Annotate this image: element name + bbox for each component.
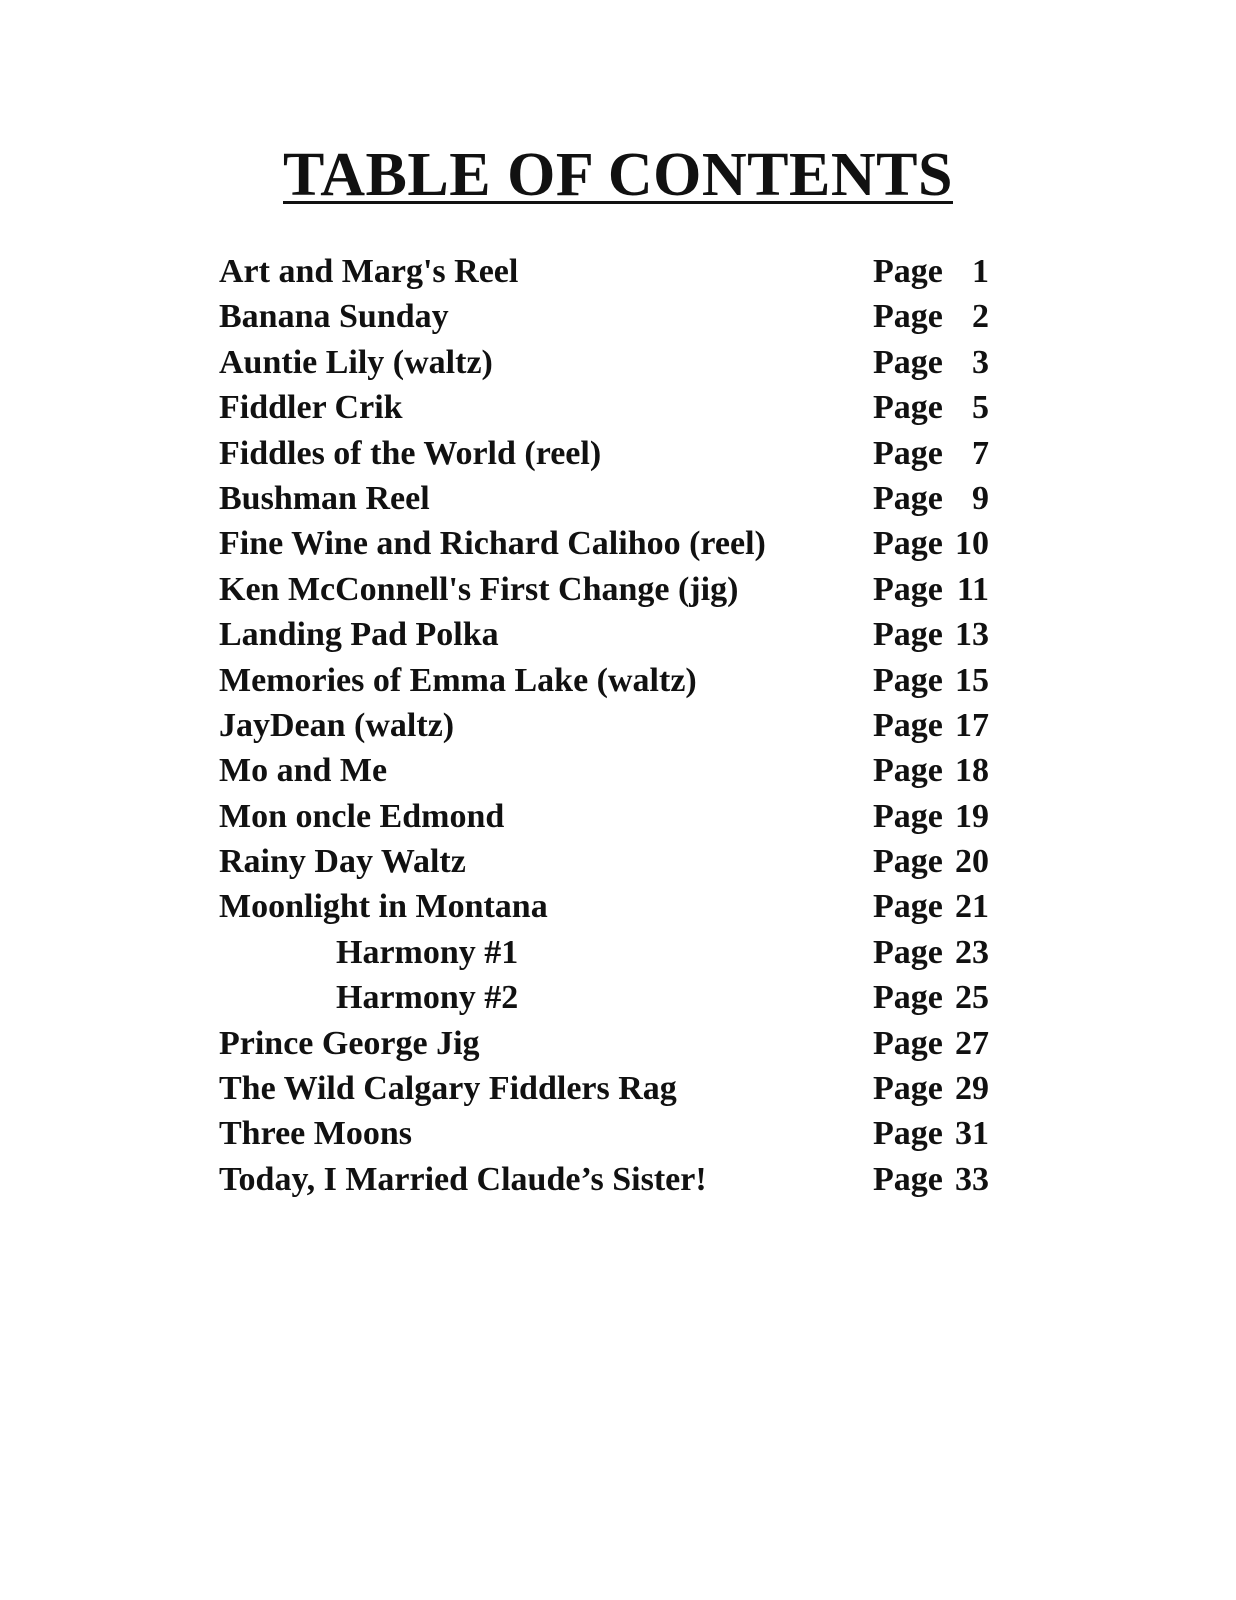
toc-entry-page-number: 10 (955, 525, 989, 563)
toc-entry-page-number: 25 (955, 979, 989, 1017)
toc-entry-page-label: Page (873, 1160, 943, 1198)
toc-entry (219, 431, 989, 476)
toc-entry-title: Art and Marg's Reel (219, 253, 519, 290)
toc-entry (219, 884, 989, 929)
toc-entry-page-number: 21 (955, 888, 989, 926)
toc-entry-page-number: 7 (972, 434, 989, 472)
toc-entry-page-number: 3 (972, 343, 989, 381)
toc-entry-page-label: Page (873, 797, 943, 835)
toc-entry (219, 1111, 989, 1156)
toc-entry-title: Ken McConnell's First Change (jig) (219, 570, 739, 608)
toc-entry-title: The Wild Calgary Fiddlers Rag (219, 1070, 677, 1108)
toc-entry (219, 521, 989, 566)
toc-entry-title: Fiddles of the World (reel) (219, 434, 602, 472)
toc-entry-title: Harmony #2 (336, 979, 519, 1017)
toc-entry (219, 294, 989, 339)
toc-entry-page-label: Page (873, 752, 943, 790)
toc-entry-page-label: Page (873, 661, 943, 699)
toc-entry-page-label: Page (873, 706, 943, 744)
toc-entry-title: JayDean (waltz) (219, 706, 455, 744)
toc-entry-page-number: 33 (955, 1160, 989, 1198)
toc-entry-page-label: Page (873, 933, 943, 971)
toc-entry (219, 1157, 989, 1202)
toc-entry-page-label: Page (873, 253, 943, 290)
toc-entry-page-number: 18 (955, 752, 989, 790)
toc-entry-page-number: 31 (955, 1115, 989, 1153)
toc-entry-title: Banana Sunday (219, 298, 449, 336)
toc-entry (219, 975, 989, 1020)
toc-entry (219, 839, 989, 884)
toc-entry-title: Mon oncle Edmond (219, 797, 505, 835)
toc-entry-title: Harmony #1 (336, 933, 519, 971)
toc-entry-page-number: 27 (955, 1024, 989, 1062)
toc-entry-title: Mo and Me (219, 752, 388, 790)
toc-entry-page-label: Page (873, 343, 943, 381)
toc-entry-page-label: Page (873, 389, 943, 427)
toc-entry-page-label: Page (873, 434, 943, 472)
page-title-text: TABLE OF CONTENTS (283, 141, 953, 209)
toc-entry (219, 658, 989, 703)
toc-entry-page-label: Page (873, 888, 943, 926)
toc-entry-page-label: Page (873, 298, 943, 336)
toc-entry (219, 1021, 989, 1066)
toc-entry (219, 930, 989, 975)
toc-entry (219, 340, 989, 385)
toc-entry-page-number: 15 (955, 661, 989, 699)
toc-entry-page-number: 20 (955, 843, 989, 881)
toc-entry-page-number: 23 (955, 933, 989, 971)
toc-entry-page-number: 1 (972, 253, 989, 290)
toc-entry (219, 476, 989, 521)
toc-entry-page-label: Page (873, 525, 943, 563)
toc-entry-page-label: Page (873, 979, 943, 1017)
toc-entry (219, 1066, 989, 1111)
toc-entry-page-number: 11 (956, 570, 989, 608)
toc-entry-page-number: 13 (955, 616, 989, 654)
toc-entry (219, 249, 989, 294)
toc-entry-page-label: Page (873, 1070, 943, 1108)
toc-entry-title: Bushman Reel (219, 479, 430, 517)
toc-entry-page-label: Page (873, 1024, 943, 1062)
toc-entry-title: Memories of Emma Lake (waltz) (219, 661, 697, 699)
toc-entry-page-label: Page (873, 479, 943, 517)
toc-entry-title: Prince George Jig (219, 1024, 480, 1062)
toc-entry-title: Rainy Day Waltz (219, 843, 466, 881)
toc-entry-page-label: Page (873, 843, 943, 881)
toc-entry-page-label: Page (873, 570, 943, 608)
toc-entry-page-label: Page (873, 616, 943, 654)
toc-entry (219, 748, 989, 793)
toc-entry-page-number: 29 (955, 1070, 989, 1108)
table-of-contents-list (219, 249, 989, 1202)
toc-entry-title: Auntie Lily (waltz) (219, 343, 493, 381)
toc-entry-page-number: 2 (972, 298, 989, 336)
toc-entry (219, 385, 989, 430)
toc-entry (219, 567, 989, 612)
page-title (0, 140, 1236, 211)
toc-entry-title: Landing Pad Polka (219, 616, 499, 654)
toc-entry-page-label: Page (873, 1115, 943, 1153)
toc-entry-title: Fine Wine and Richard Calihoo (reel) (219, 525, 766, 563)
toc-entry-page-number: 19 (955, 797, 989, 835)
toc-entry (219, 612, 989, 657)
toc-entry (219, 794, 989, 839)
toc-entry-title: Today, I Married Claude’s Sister! (219, 1160, 707, 1198)
toc-entry-title: Moonlight in Montana (219, 888, 548, 926)
toc-entry-page-number: 5 (972, 389, 989, 427)
toc-entry (219, 703, 989, 748)
toc-entry-page-number: 17 (955, 706, 989, 744)
toc-entry-page-number: 9 (972, 479, 989, 517)
toc-entry-title: Fiddler Crik (219, 389, 403, 427)
toc-entry-title: Three Moons (219, 1115, 412, 1153)
